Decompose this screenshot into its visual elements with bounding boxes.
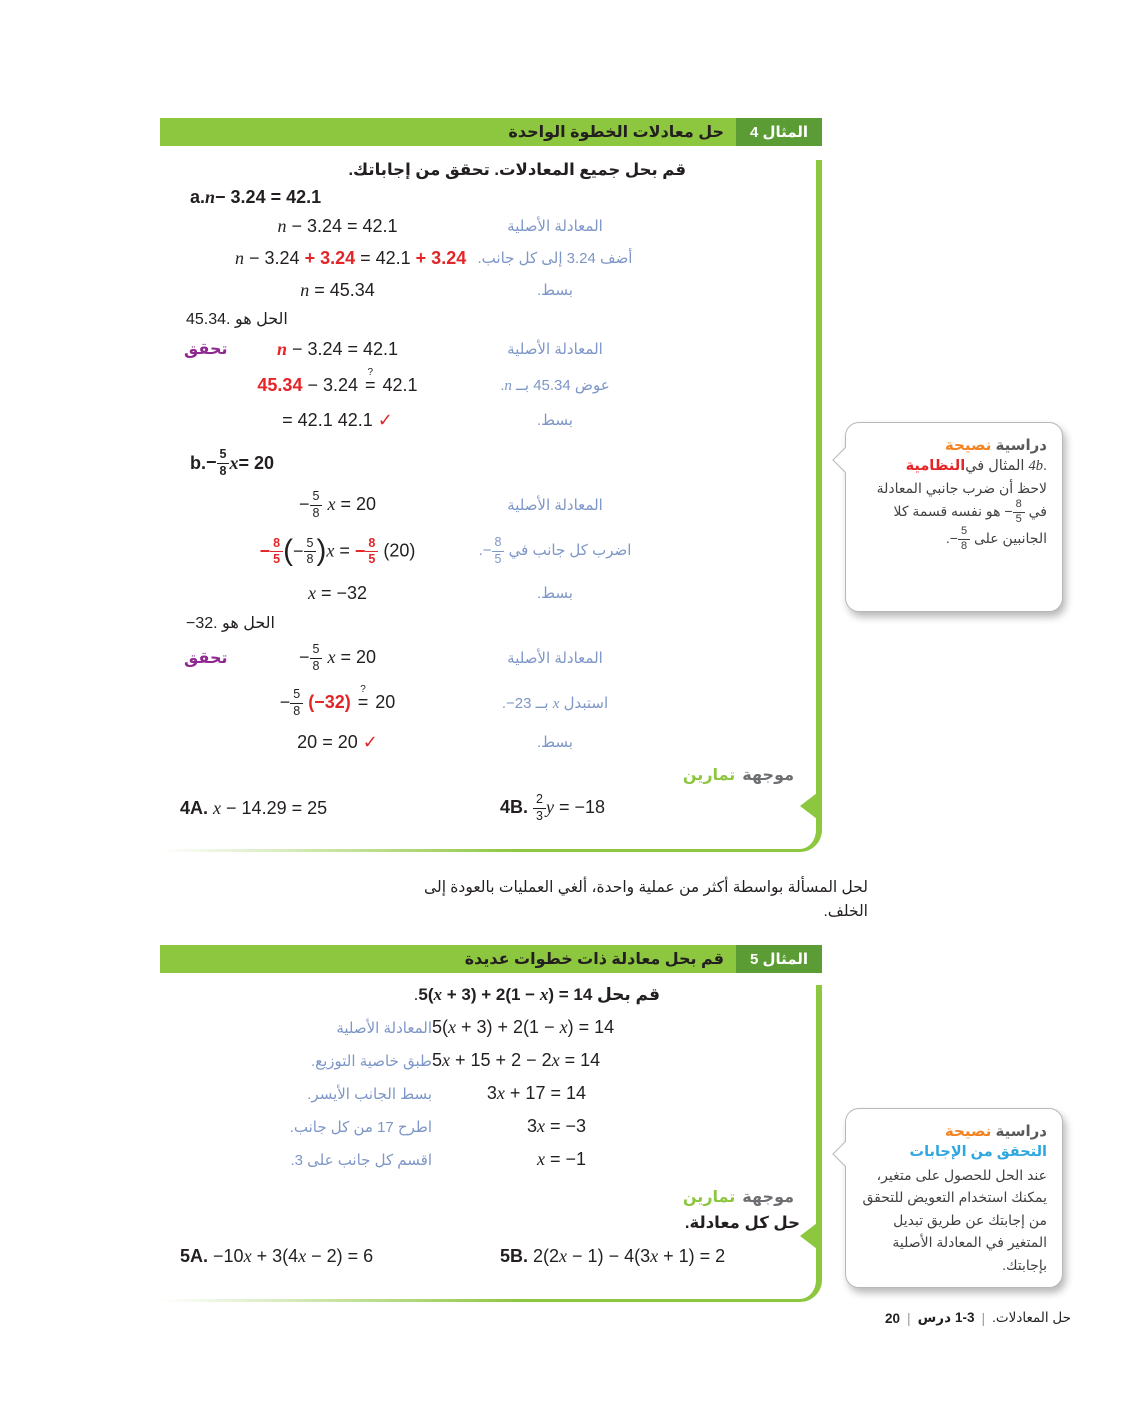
example5-label: المثال 5 [736, 945, 822, 973]
border-fade [160, 1299, 521, 1302]
equation: 45.34 − 3.24 = ? 42.1 [257, 366, 418, 395]
exercise-5a: 5A. −10x + 3(4x − 2) = 6 [180, 1245, 374, 1266]
part-b-check [160, 636, 816, 758]
annotation: بسط. [537, 585, 573, 602]
tip1-title: نصيحة دراسية [944, 437, 1047, 454]
guided-word-green: تمارين [682, 767, 736, 784]
equation: 20 = 20 ✓ [297, 731, 378, 752]
step-row [160, 1081, 816, 1114]
annotation: أضف 3.24 إلى كل جانب. [477, 250, 633, 267]
example4-title: حل معادلات الخطوة الواحدة [508, 124, 724, 141]
equation: n = 45.34 [300, 279, 375, 300]
annotation: بسط. [537, 282, 573, 299]
guided-exercises-label-4 [160, 762, 816, 788]
step-row [160, 1147, 816, 1180]
footer-separator: | [907, 1310, 911, 1326]
tip-pointer-icon [832, 447, 857, 472]
guided-word-green: تمارين [682, 1189, 736, 1206]
part-b-steps [160, 484, 816, 610]
annotation: بسط. [537, 734, 573, 751]
equation: 3x + 17 = 14 [486, 1083, 586, 1103]
fraction: $\frac{2}{3}$ [533, 793, 546, 823]
guided-exercises-label-5 [160, 1184, 816, 1210]
step-row [160, 484, 816, 526]
equation: x = −32 [307, 582, 368, 603]
check-label: تحقق [184, 341, 228, 358]
guided-word-gray: موجهة [742, 767, 794, 784]
equation: − $\frac{5}{8}$ x = 20 [298, 489, 377, 520]
fraction: − $\frac{8}{5}$ [260, 537, 283, 567]
equation: 5(x + 3) + 2(1 − x) = 14 [432, 1017, 615, 1037]
exercises-5 [160, 1240, 816, 1272]
study-tip-2 [845, 1108, 1063, 1288]
annotation: طبق خاصية التوزيع. [310, 1052, 432, 1070]
between-paragraph: لحل المسألة بواسطة أكثر من عملية واحدة، ألغي العمليات بالعودة إلى الخلف. [424, 879, 868, 921]
step-row [160, 726, 816, 758]
equation: n − 3.24 + 3.24 = 42.1 + 3.24 [235, 247, 467, 268]
fraction: − $\frac{8}{5}$ [483, 536, 505, 566]
example4-header [160, 118, 822, 146]
part-a-heading: a. n − 3.24 = 42.1 [190, 186, 322, 207]
annotation: استبدل x بــ −23. [501, 694, 609, 712]
step-row [160, 210, 816, 242]
equation: 5x + 15 + 2 − 2x = 14 [432, 1050, 601, 1070]
example5-header [160, 945, 822, 973]
lesson-badge: درس 1-3 [917, 1310, 975, 1325]
equation: = 42.1 42.1 ✓ [282, 409, 393, 430]
annotation: المعادلة الأصلية [507, 218, 603, 235]
questioned-equals-icon: = ? [365, 366, 376, 395]
annotation: اقسم كل جانب على 3. [290, 1151, 432, 1169]
exercises-4 [160, 792, 816, 824]
step-row [160, 332, 816, 366]
footer-lesson-title: حل المعادلات. [992, 1310, 1071, 1325]
fraction: − $\frac{5}{8}$ [280, 688, 303, 718]
fraction: − $\frac{5}{8}$ [299, 643, 322, 673]
exercise-4a: 4A. x − 14.29 = 25 [180, 797, 328, 818]
part-b-solution: الحل هو −32. [186, 615, 275, 632]
solve-each-equation-heading: حل كل معادلة. [684, 1214, 800, 1232]
exercise-4b: 4B. $\frac{2}{3}$ y = −18 [500, 792, 606, 823]
guided-word-gray: موجهة [742, 1189, 794, 1206]
step-row [160, 366, 816, 404]
equation: x = −1 [536, 1149, 586, 1169]
annotation: المعادلة الأصلية [507, 341, 603, 358]
tip-pointer-icon [832, 1141, 857, 1166]
step-row [160, 680, 816, 726]
equation: n − 3.24 = 42.1 [276, 338, 399, 359]
fraction: − $\frac{5}{8}$ [293, 537, 316, 567]
guided-arrow-icon [800, 793, 817, 819]
tip1-lead: النظاميةفي المثال 4b. [905, 458, 1047, 474]
example5-box [160, 945, 822, 1290]
annotation: بسط الجانب الأيسر. [307, 1085, 432, 1103]
example4-body [160, 160, 822, 852]
equation: − $\frac{5}{8}$ (−32) = ? 20 [279, 683, 396, 718]
step-row [160, 1114, 816, 1147]
step-row [160, 1015, 816, 1048]
tip2-body: عند الحل للحصول على متغير، يمكنك استخدام التعويض للتحقق من إجابتك عن طريق تبديل المتغير في المعادلة الأصلية بإجابتك. [862, 1167, 1047, 1273]
part-a-steps [160, 210, 816, 306]
step-row [160, 242, 816, 274]
annotation: المعادلة الأصلية [507, 497, 603, 514]
footer-separator: | [981, 1310, 986, 1326]
annotation: عوض 45.34 بــ n. [500, 376, 610, 394]
fraction: − $\frac{8}{5}$ [355, 537, 378, 567]
tip2-lead: التحقق من الإجابات [909, 1144, 1047, 1160]
step-row [160, 274, 816, 306]
annotation: بسط. [537, 412, 573, 429]
equation: n − 3.24 = 42.1 [277, 215, 398, 236]
page-footer [885, 1310, 1071, 1326]
step-row [160, 636, 816, 680]
example5-steps [160, 1015, 816, 1180]
tip1-body: لاحظ أن ضرب جانبي المعادلة في − $\frac{8}{5}$ هو نفسه قسمة كلا الجانبين على − $\frac{5}{8}$ . [876, 480, 1047, 553]
study-tip-1 [845, 422, 1063, 612]
fraction: − $\frac{5}{8}$ [206, 448, 229, 478]
fraction: − $\frac{5}{8}$ [299, 490, 322, 520]
step-row [160, 1048, 816, 1081]
step-row [160, 526, 816, 576]
annotation: اضرب كل جانب في − $\frac{8}{5}$ . [478, 535, 632, 566]
check-label: تحقق [184, 650, 228, 667]
annotation: اطرح 17 من كل جانب. [289, 1118, 432, 1136]
part-b-heading: b. − $\frac{5}{8}$ x = 20 [190, 447, 275, 478]
tip2-title: نصيحة دراسية [944, 1123, 1047, 1140]
example4-intro: قم بحل جميع المعادلات. تحقق من إجاباتك. [348, 161, 686, 179]
annotation: المعادلة الأصلية [336, 1019, 432, 1037]
border-fade [160, 849, 521, 852]
exercise-5b: 5B. 2(2x − 1) − 4(3x + 1) = 2 [500, 1245, 726, 1266]
step-row [160, 576, 816, 610]
equation: − $\frac{5}{8}$ x = 20 [298, 642, 377, 673]
equation: 3x = −3 [526, 1116, 586, 1136]
annotation: المعادلة الأصلية [507, 650, 603, 667]
questioned-equals-icon: = ? [357, 683, 369, 712]
part-a-check [160, 332, 816, 436]
example5-title: قم بحل معادلة ذات خطوات عديدة [464, 951, 724, 968]
example4-box [160, 118, 822, 838]
fraction: − $\frac{5}{8}$ [950, 526, 970, 553]
example5-intro: قم بحل 5(x + 3) + 2(1 − x) = 14. [413, 985, 660, 1004]
fraction: − $\frac{8}{5}$ [1004, 499, 1024, 526]
example4-label: المثال 4 [736, 118, 822, 146]
page-number: 20 [885, 1310, 901, 1326]
equation: − $\frac{8}{5}$ (− $\frac{5}{8}$ )x = − $\frac{8}{5}$ (20) [259, 534, 416, 567]
example5-body [160, 985, 822, 1302]
guided-arrow-icon [800, 1223, 817, 1249]
part-a-solution: الحل هو 45.34. [186, 311, 288, 328]
step-row [160, 404, 816, 436]
